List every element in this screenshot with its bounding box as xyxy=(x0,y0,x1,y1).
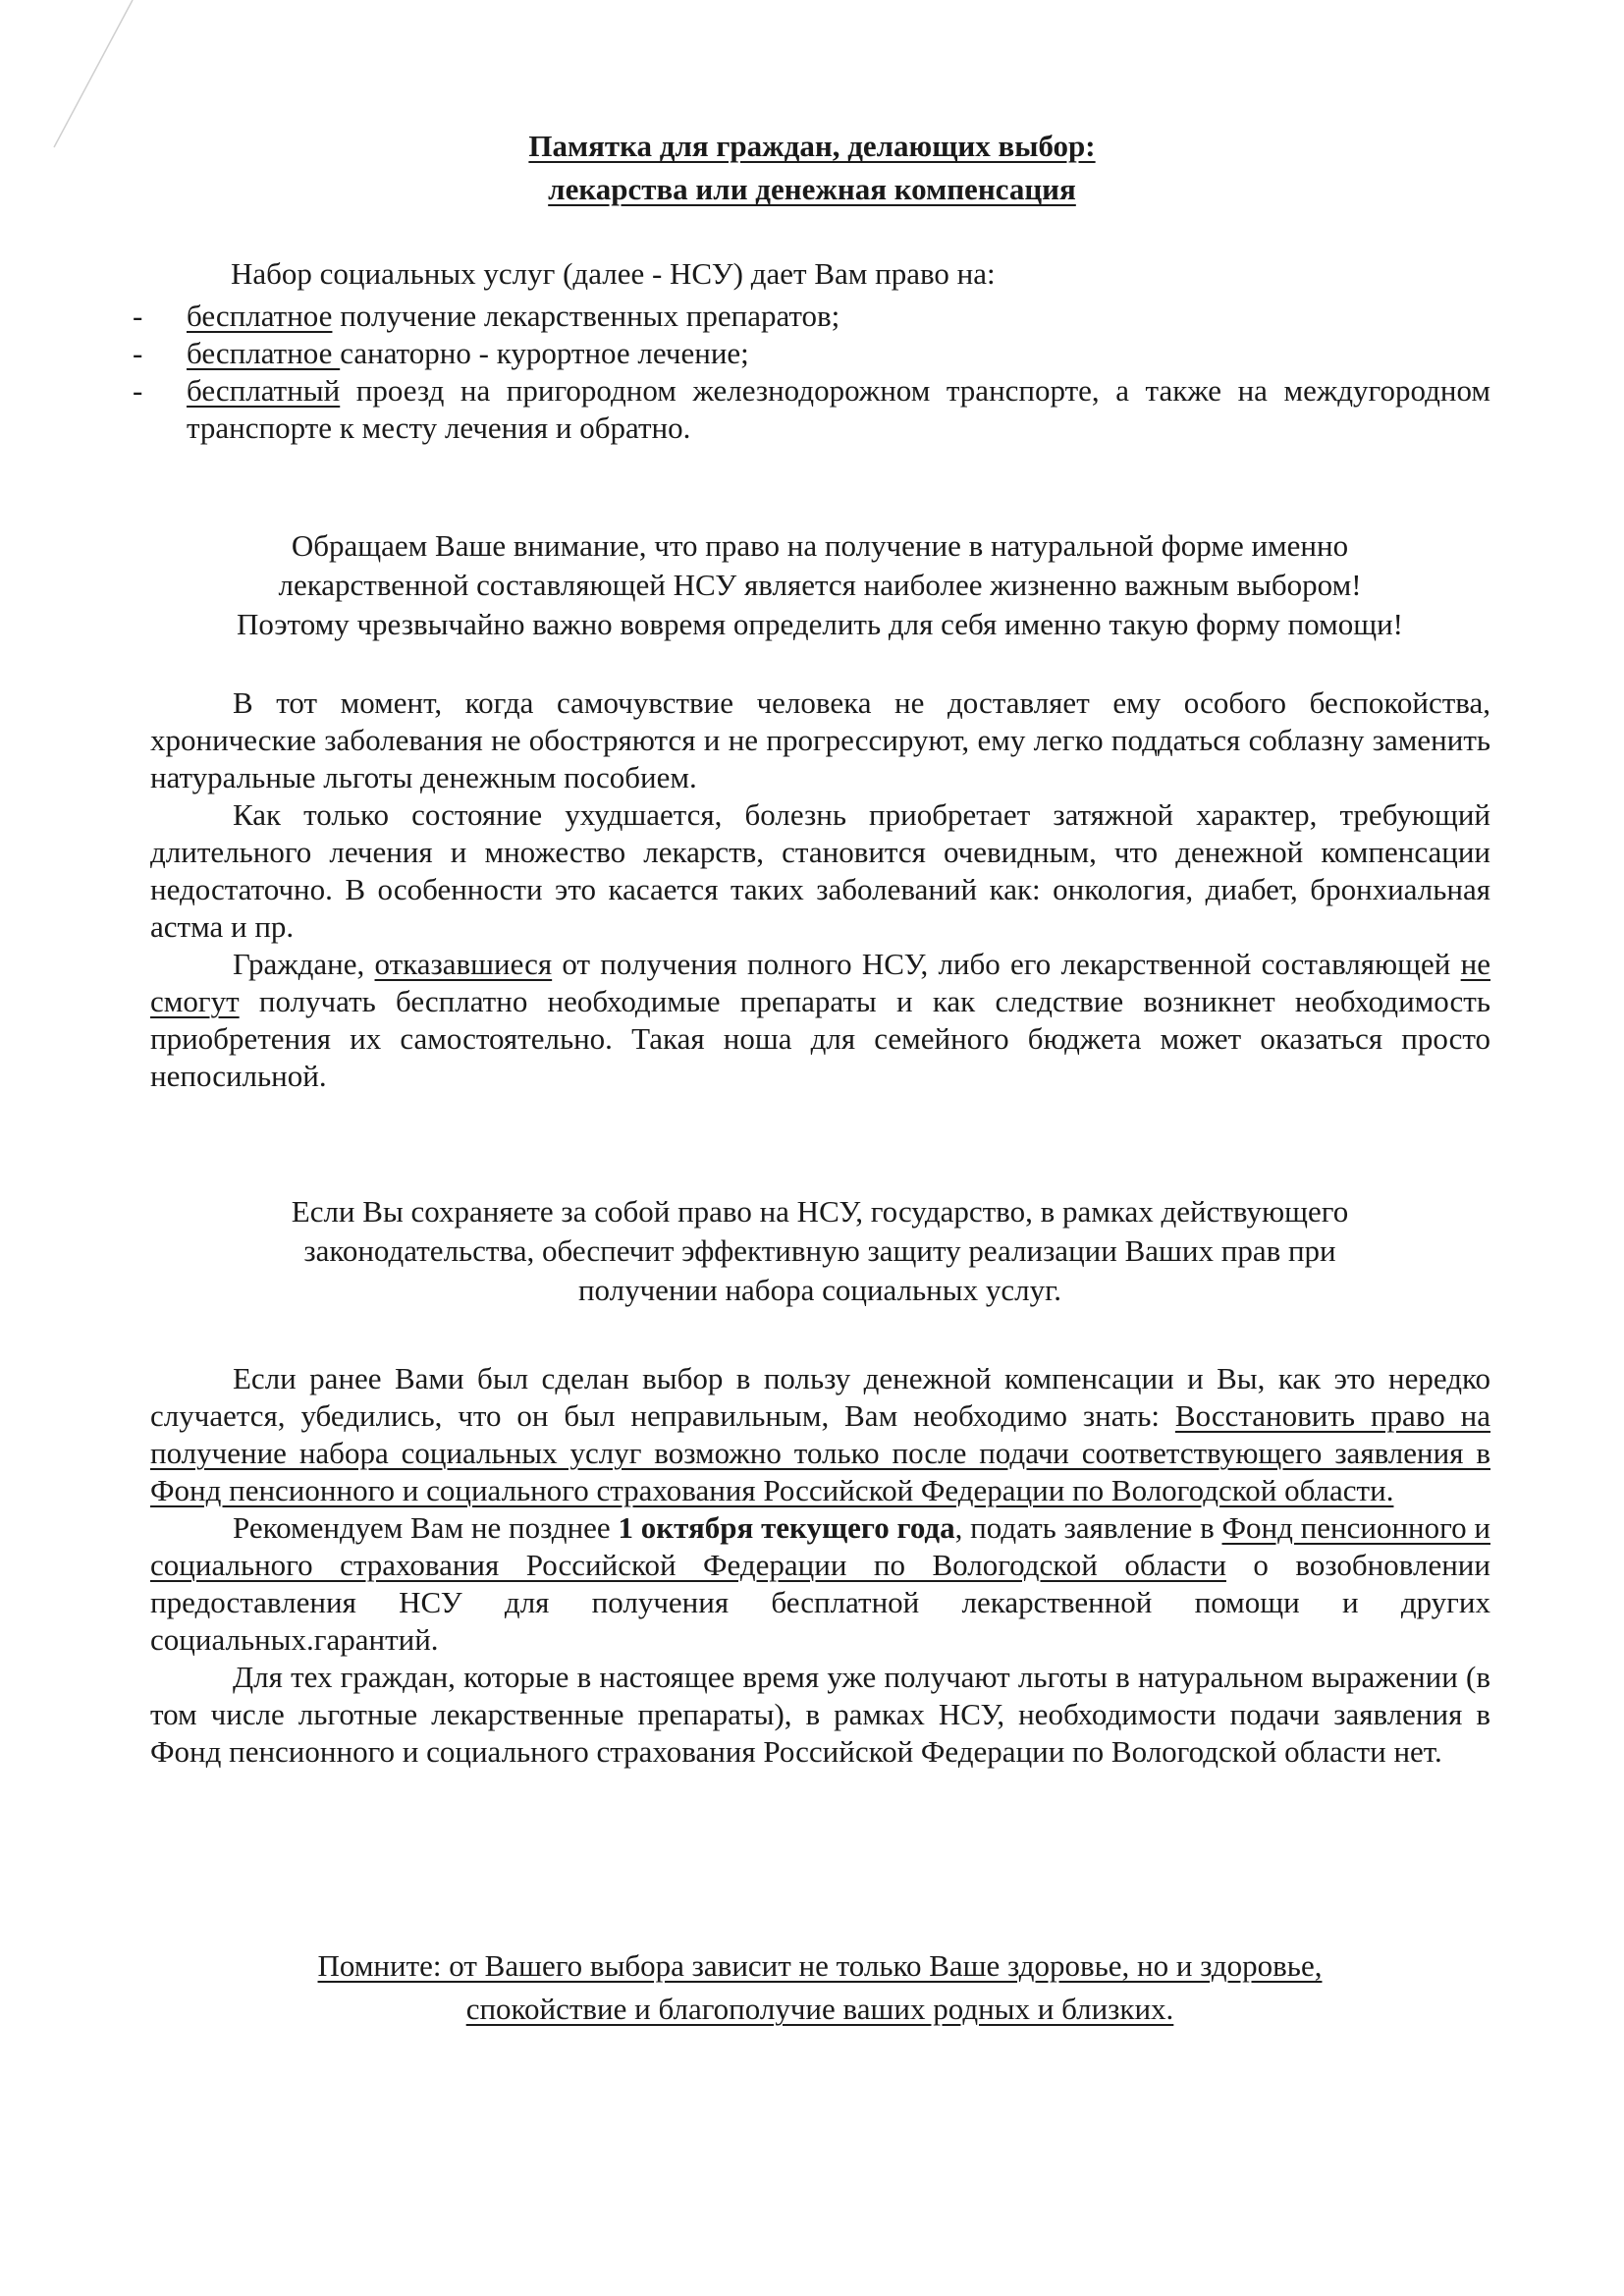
deadline-date: 1 октября текущего года xyxy=(618,1510,955,1545)
paragraph-text: Рекомендуем Вам не позднее xyxy=(233,1510,619,1545)
underlined-text: Фонд пенсионного и социального страхования Российской Федерации по Вологодской области xyxy=(150,1510,1490,1582)
list-marker: - xyxy=(133,336,143,370)
list-item-underlined: бесплатное xyxy=(187,299,333,333)
list-item-underlined: бесплатный xyxy=(187,373,341,408)
paragraph-text: Если ранее Вами был сделан выбор в пользу денежной компенсации и Вы, как это нередко случается, убедились, что он был неправильным, Вам необходимо знать: xyxy=(150,1361,1490,1433)
list-item-underlined: бесплатное xyxy=(187,336,341,370)
list-item xyxy=(133,335,1490,372)
services-list xyxy=(133,298,1490,447)
notice-line-2: лекарственной составляющей НСУ является наиболее жизненно важным выбором! xyxy=(278,568,1362,602)
title-line-1: Памятка для граждан, делающих выбор: xyxy=(528,129,1096,163)
paragraph xyxy=(150,946,1490,1095)
paragraph-text: о возобновлении предоставления НСУ для получения бесплатной лекарственной помощи и других социальных.гарантий. xyxy=(150,1548,1490,1657)
list-item xyxy=(133,298,1490,335)
list-item-text: получение лекарственных препаратов; xyxy=(332,299,840,333)
underlined-text: Восстановить право на получение набора социальных услуг возможно только после подачи соответствующего заявления в Фонд пенсионного и социального страхования Российской Федерации по Вологодской области. xyxy=(150,1398,1491,1507)
notice-line-3: Поэтому чрезвычайно важно вовремя определить для себя именно такую форму помощи! xyxy=(236,607,1404,641)
document-title xyxy=(0,125,1624,211)
guarantee-block xyxy=(147,1192,1492,1310)
title-line-2: лекарства или денежная компенсация xyxy=(548,172,1076,206)
intro-text: Набор социальных услуг (далее - НСУ) дает Вам право на: xyxy=(231,256,996,291)
list-item-text: санаторно - курортное лечение; xyxy=(340,336,749,370)
paragraph: В тот момент, когда самочувствие человека не доставляет ему особого беспокойства, хронические заболевания не обостряются и не прогрессируют, ему легко поддаться соблазну заменить натуральные льготы денежным пособием. xyxy=(150,685,1490,794)
list-marker: - xyxy=(133,299,143,333)
paragraph: Как только состояние ухудшается, болезнь приобретает затяжной характер, требующий длительного лечения и множество лекарств, становится очевидным, что денежной компенсации недостаточно. В особенности это касается таких заболеваний как: онкология, диабет, бронхиальная астма и пр. xyxy=(150,797,1490,944)
underlined-text: не смогут xyxy=(150,947,1491,1018)
notice-block xyxy=(147,526,1492,644)
underlined-text: отказавшиеся xyxy=(374,947,553,981)
paragraph-text: от получения полного НСУ, либо его лекарственной составляющей xyxy=(552,947,1461,981)
closing-line-1: Помните: от Вашего выбора зависит не только Ваше здоровье, но и здоровье, xyxy=(317,1948,1323,1983)
closing-line-2: спокойствие и благополучие ваших родных и близких. xyxy=(465,1992,1174,2026)
list-item xyxy=(133,372,1490,447)
paragraph-text: получать бесплатно необходимые препараты и как следствие возникнет необходимость приобретения их самостоятельно. Такая ноша для семейного бюджета может оказаться просто непосильной. xyxy=(150,984,1490,1093)
notice-line-1: Обращаем Ваше внимание, что право на получение в натуральной форме именно xyxy=(291,528,1349,563)
list-item-text: проезд на пригородном железнодорожном транспорте, а также на междугородном транспорте к месту лечения и обратно. xyxy=(187,373,1490,445)
body-section-2 xyxy=(150,1360,1490,1771)
list-marker: - xyxy=(133,373,143,408)
guarantee-line-1: Если Вы сохраняете за собой право на НСУ, государство, в рамках действующего xyxy=(291,1194,1349,1229)
guarantee-line-2: законодательства, обеспечит эффективную защиту реализации Ваших прав при xyxy=(303,1233,1336,1268)
paragraph: Для тех граждан, которые в настоящее время уже получают льготы в натуральном выражении (в том числе льготные лекарственные препараты), в рамках НСУ, необходимости подачи заявления в Фонд пенсионного и социального страхования Российской Федерации по Вологодской области нет. xyxy=(150,1660,1490,1769)
guarantee-line-3: получении набора социальных услуг. xyxy=(577,1273,1062,1307)
paragraph xyxy=(150,1360,1490,1509)
paragraph xyxy=(150,1509,1490,1659)
paragraph-text: , подать заявление в xyxy=(954,1510,1222,1545)
body-section-1 xyxy=(150,684,1490,1095)
closing-block xyxy=(147,1944,1492,2031)
paragraph-text: Граждане, xyxy=(233,947,375,981)
